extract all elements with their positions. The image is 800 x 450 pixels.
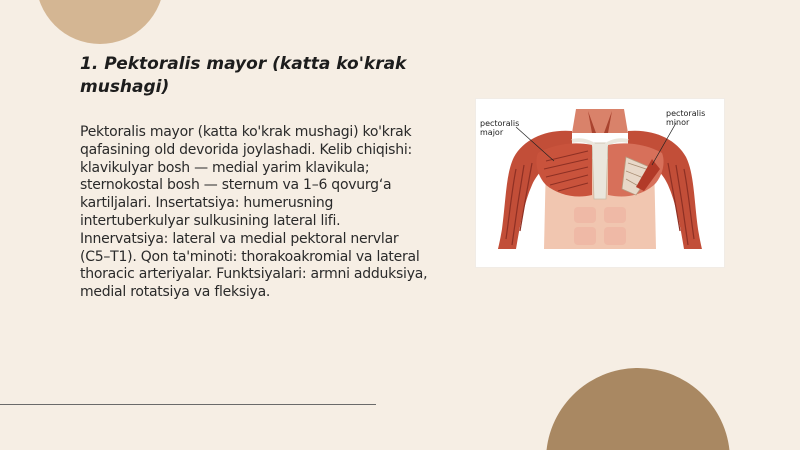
label-pectoralis-minor-line2: minor	[666, 118, 690, 127]
abdominal-block-left-lower	[574, 227, 596, 245]
pectoralis-major-muscle	[536, 143, 592, 196]
abdominal-block-right-lower	[604, 227, 626, 245]
abdominal-block-left	[574, 207, 596, 223]
slide-body-text: Pektoralis mayor (katta ko'krak mushagi) ko'krak qafasining old devorida joylashadi. Kelib chiqishi: klavikulyar bosh — medial yarim klavikula; sternokostal bosh — sternum va 1–6 qovurg‘a kartiljalari. Insertatsiya: humerusning intertuberkulyar sulkusining lateral lifi. Innervatsiya: lateral va medial pektoral nervlar (C5–T1). Qon ta'minoti: thorakoakromial va lateral thoracic arteriyalar. Funktsiyalari: armni adduksiya, medial rotatsiya va fleksiya.	[80, 124, 428, 301]
neck-shape	[572, 109, 628, 133]
label-pectoralis-major	[480, 119, 519, 137]
abdominal-block-right	[604, 207, 626, 223]
label-pectoralis-minor-line1: pectoralis	[666, 109, 706, 118]
sternum-shape	[592, 143, 608, 199]
slide-title: 1. Pektoralis mayor (katta ko'krak mushagi)	[80, 54, 407, 97]
label-pectoralis-major-line2: major	[480, 128, 504, 137]
label-pectoralis-major-line1: pectoralis	[480, 119, 520, 128]
pectoral-muscles-figure	[476, 99, 724, 267]
decorative-circle-top	[36, 0, 164, 44]
decorative-circle-bottom	[546, 368, 730, 450]
label-pectoralis-minor	[666, 109, 705, 127]
divider-line	[0, 404, 376, 405]
